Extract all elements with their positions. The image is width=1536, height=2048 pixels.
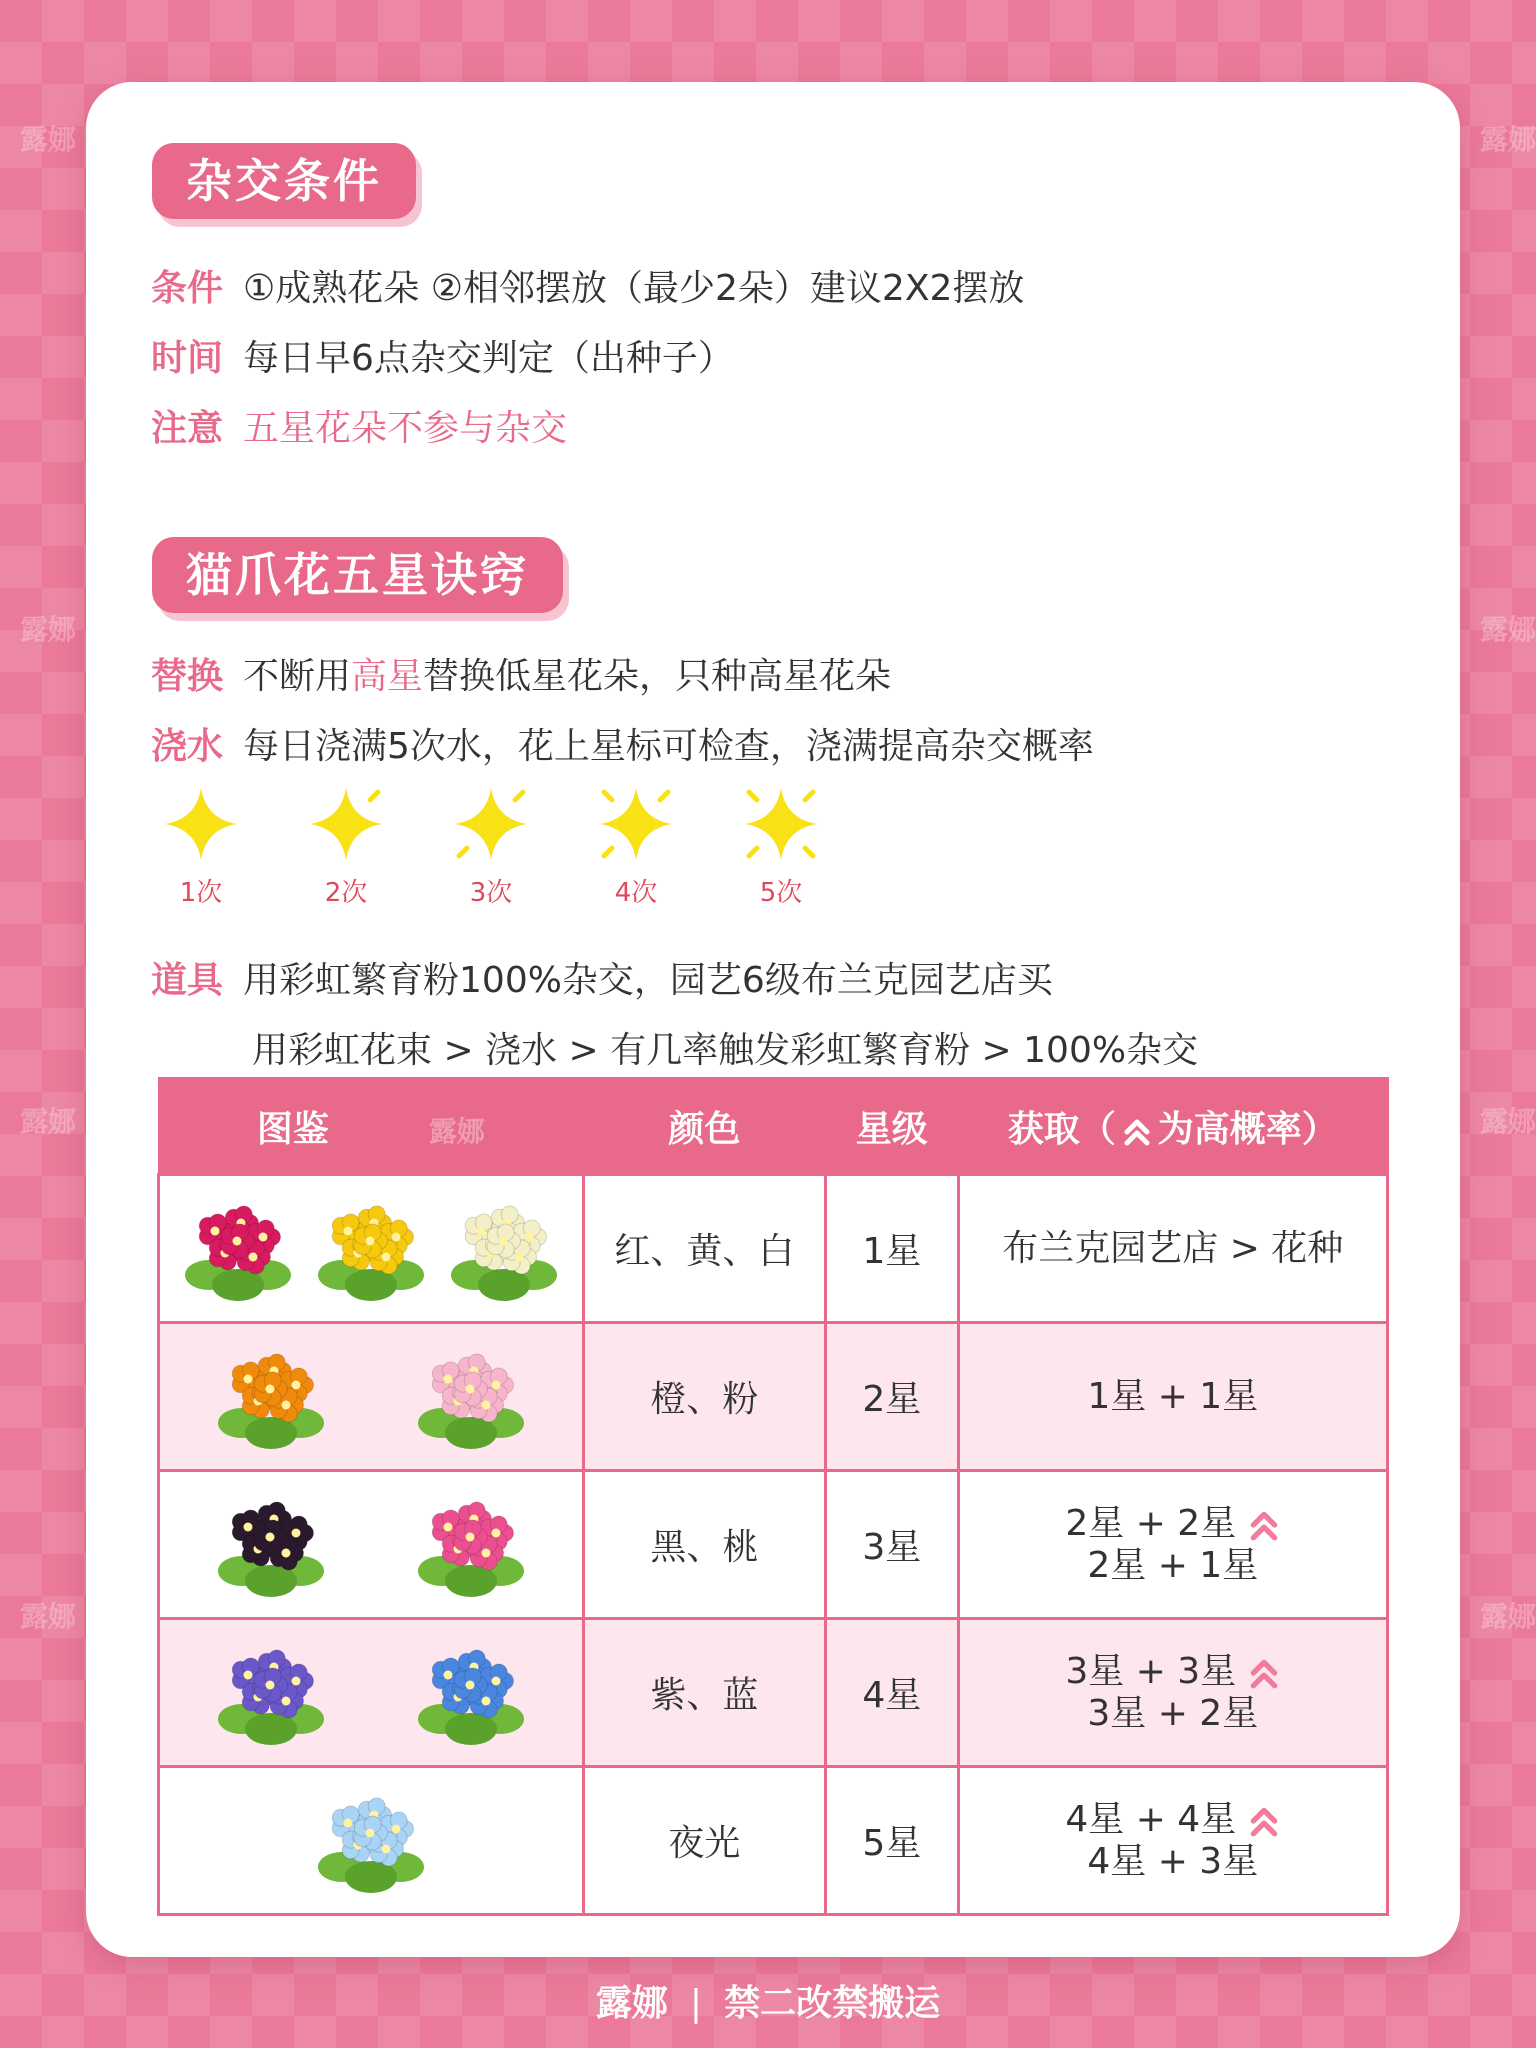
row-text: 五星花朵不参与杂交 (243, 408, 568, 449)
high-probability-icon (1248, 1656, 1280, 1690)
header-color: 颜色 (583, 1078, 825, 1175)
footer-author: 露娜 (595, 1983, 668, 2024)
star-1 (156, 782, 246, 909)
star-caption: 4次 (614, 878, 658, 908)
table-row (159, 1323, 1388, 1471)
tool-row-2 (252, 1022, 1198, 1073)
cell-star: 3星 (826, 1471, 959, 1619)
watermark: 露娜 (20, 1600, 77, 1633)
sparkle-star-icon (739, 782, 823, 866)
flower-images (159, 1471, 584, 1619)
breeding-table (157, 1077, 1389, 1916)
row-text: 用彩虹繁育粉100%杂交，园艺6级布兰克园艺店买 (243, 960, 1053, 1001)
row-text-highlight: 高星 (351, 656, 424, 697)
cell-color: 夜光 (583, 1767, 825, 1915)
cell-get: 4星 + 4星 4星 + 3星 (958, 1767, 1387, 1915)
watermark: 露娜 (20, 613, 77, 646)
flower-images (159, 1323, 584, 1471)
flower-bouquet-icon (212, 1489, 330, 1601)
star-3 (446, 782, 536, 909)
cell-get: 2星 + 2星 2星 + 1星 (958, 1471, 1387, 1619)
cell-color: 紫、蓝 (583, 1619, 825, 1767)
double-chevron-up-icon (1122, 1116, 1152, 1146)
note-row (151, 400, 567, 451)
row-label: 替换 (151, 656, 224, 697)
header-watermark: 露娜 (428, 1114, 485, 1148)
flower-bouquet-icon (212, 1637, 330, 1749)
star-4 (591, 782, 681, 909)
row-label: 道具 (151, 960, 224, 1001)
star-caption: 3次 (469, 878, 513, 908)
cell-get: 1星 + 1星 (958, 1323, 1387, 1471)
star-caption: 5次 (759, 878, 803, 908)
cell-get: 3星 + 3星 3星 + 2星 (958, 1619, 1387, 1767)
watermark: 露娜 (20, 123, 77, 156)
header-star: 星级 (826, 1078, 959, 1175)
watermark: 露娜 (1480, 613, 1536, 646)
row-label: 条件 (151, 268, 224, 309)
condition-row (151, 260, 1024, 311)
footer (0, 1975, 1536, 2026)
row-text-pre: 不断用 (243, 656, 352, 697)
cell-star: 5星 (826, 1767, 959, 1915)
tool-row (151, 952, 1053, 1003)
table-header-row (159, 1078, 1388, 1175)
section-title-five-star-tips: 猫爪花五星诀窍 (152, 537, 563, 613)
star-2 (301, 782, 391, 909)
cell-star: 4星 (826, 1619, 959, 1767)
watermark: 露娜 (1480, 1600, 1536, 1633)
cell-color: 橙、粉 (583, 1323, 825, 1471)
cell-color: 黑、桃 (583, 1471, 825, 1619)
watermark: 露娜 (20, 1105, 77, 1138)
section-title-hybrid-conditions: 杂交条件 (152, 143, 416, 219)
header-catalog: 图鉴 露娜 (159, 1078, 584, 1175)
row-label: 注意 (151, 408, 224, 449)
row-text: ①成熟花朵 ②相邻摆放（最少2朵）建议2X2摆放 (243, 268, 1025, 309)
time-row (151, 330, 734, 381)
flower-bouquet-icon (412, 1341, 530, 1453)
flower-images (159, 1767, 584, 1915)
flower-bouquet-icon (312, 1785, 430, 1897)
flower-bouquet-icon (179, 1193, 297, 1305)
star-5 (736, 782, 826, 909)
row-label: 浇水 (151, 726, 224, 767)
flower-bouquet-icon (412, 1489, 530, 1601)
header-get: 获取（ 为高概率） (958, 1078, 1387, 1175)
row-text: 每日浇满5次水，花上星标可检查，浇满提高杂交概率 (243, 726, 1094, 767)
row-label: 时间 (151, 338, 224, 379)
content-card (86, 82, 1460, 1957)
footer-separator: | (689, 1983, 703, 2024)
water-row (151, 718, 1094, 769)
replace-row (151, 648, 891, 699)
cell-star: 2星 (826, 1323, 959, 1471)
table-row (159, 1175, 1388, 1323)
row-text: 每日早6点杂交判定（出种子） (243, 338, 734, 379)
watermark: 露娜 (1480, 123, 1536, 156)
sparkle-star-icon (304, 782, 388, 866)
cell-get: 布兰克园艺店 > 花种 (958, 1175, 1387, 1323)
star-caption: 1次 (179, 878, 223, 908)
row-text-post: 替换低星花朵，只种高星花朵 (423, 656, 892, 697)
table-row (159, 1471, 1388, 1619)
cell-star: 1星 (826, 1175, 959, 1323)
row-text: 用彩虹花束 > 浇水 > 有几率触发彩虹繁育粉 > 100%杂交 (252, 1030, 1199, 1071)
flower-images (159, 1175, 584, 1323)
table-row (159, 1619, 1388, 1767)
flower-bouquet-icon (445, 1193, 563, 1305)
watermark: 露娜 (1480, 1105, 1536, 1138)
flower-bouquet-icon (412, 1637, 530, 1749)
flower-bouquet-icon (312, 1193, 430, 1305)
high-probability-icon (1248, 1804, 1280, 1838)
footer-note: 禁二改禁搬运 (724, 1983, 941, 2024)
high-probability-icon (1248, 1508, 1280, 1542)
sparkle-star-icon (449, 782, 533, 866)
sparkle-star-icon (159, 782, 243, 866)
star-caption: 2次 (324, 878, 368, 908)
table-row (159, 1767, 1388, 1915)
sparkle-star-icon (594, 782, 678, 866)
cell-color: 红、黄、白 (583, 1175, 825, 1323)
flower-images (159, 1619, 584, 1767)
flower-bouquet-icon (212, 1341, 330, 1453)
